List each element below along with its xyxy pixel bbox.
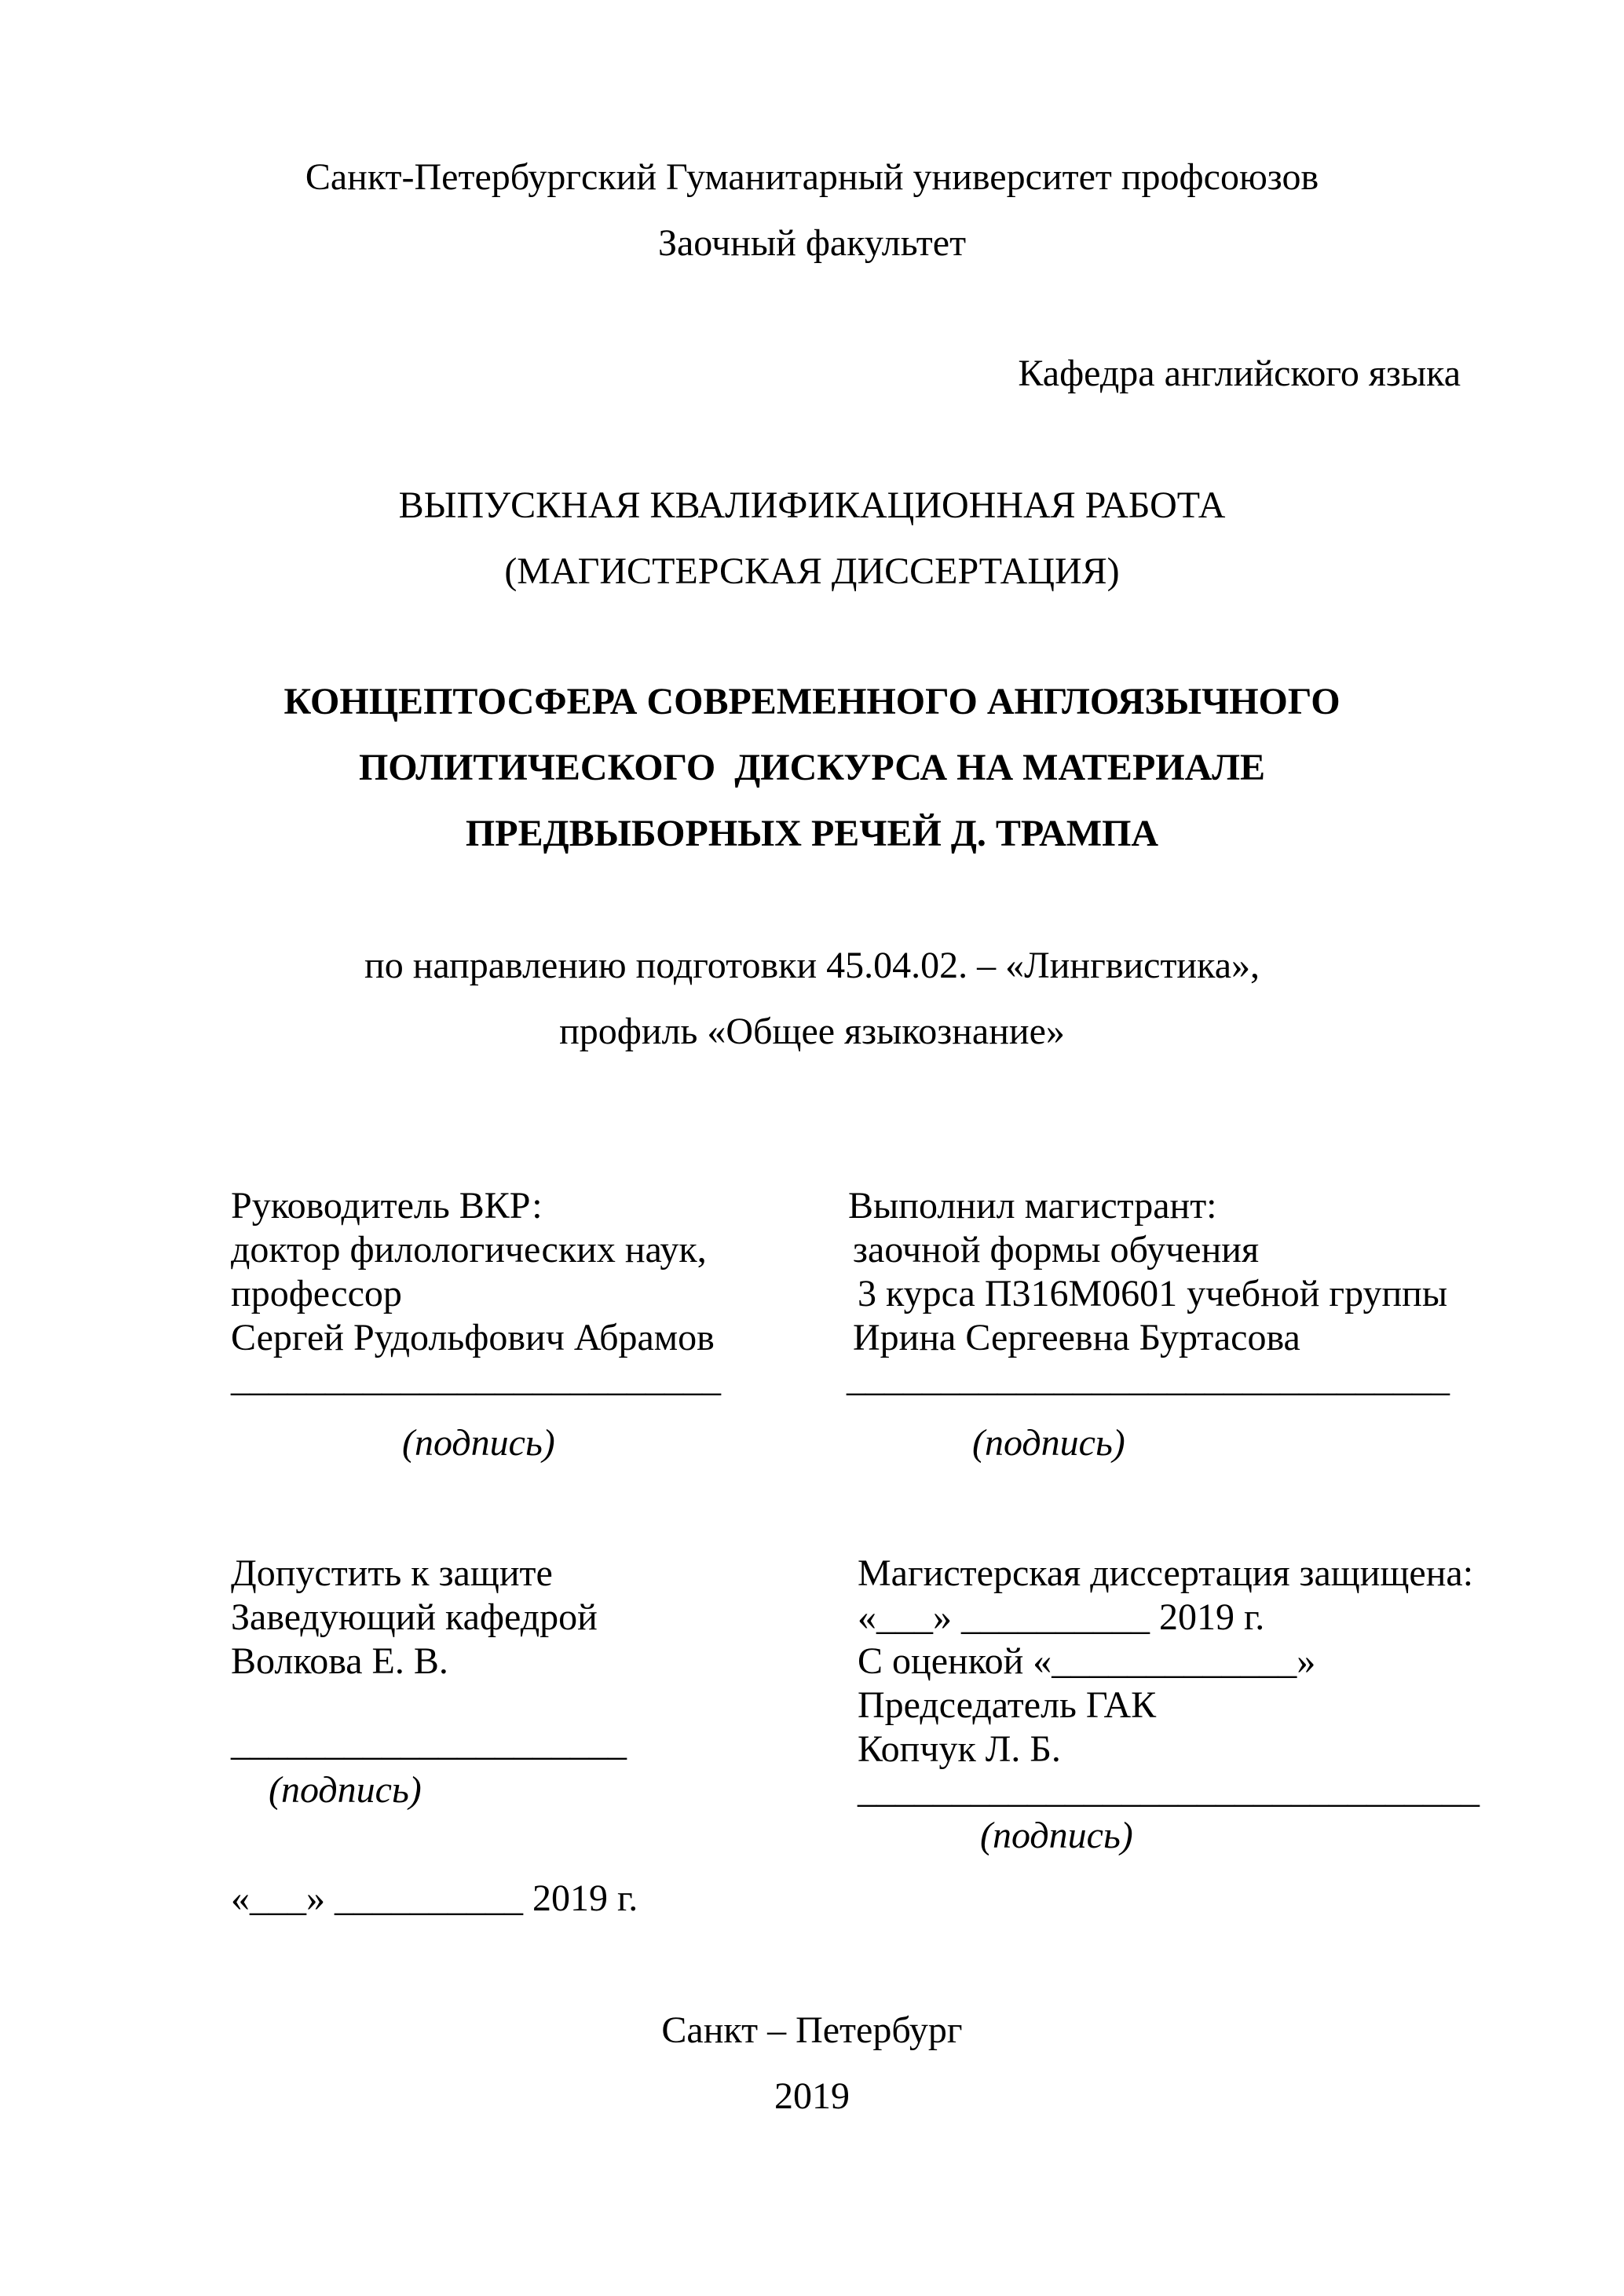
student-group: 3 курса П316М0601 учебной группы bbox=[858, 1273, 1448, 1314]
defense-grade: С оценкой «_____________» bbox=[858, 1640, 1316, 1682]
supervisor-signature-line: __________________________ bbox=[231, 1358, 721, 1399]
head-signature-caption: (подпись) bbox=[269, 1769, 422, 1811]
gak-chair-name: Копчук Л. Б. bbox=[858, 1728, 1061, 1770]
direction-line1: по направлению подготовки 45.04.02. – «Лингвистика», bbox=[364, 945, 1260, 986]
chair-signature-caption: (подпись) bbox=[980, 1815, 1133, 1856]
defense-label: Магистерская диссертация защищена: bbox=[858, 1552, 1474, 1594]
supervisor-signature-caption: (подпись) bbox=[402, 1422, 555, 1464]
student-signature-line: ________________________________ bbox=[847, 1358, 1450, 1399]
supervisor-degree: доктор филологических наук, bbox=[231, 1229, 707, 1270]
head-of-department-position: Заведующий кафедрой bbox=[231, 1596, 598, 1638]
year: 2019 bbox=[774, 2075, 850, 2117]
supervisor-name: Сергей Рудольфович Абрамов bbox=[231, 1317, 715, 1358]
student-label: Выполнил магистрант: bbox=[848, 1185, 1217, 1227]
admission-label: Допустить к защите bbox=[231, 1552, 553, 1594]
supervisor-label: Руководитель ВКР: bbox=[231, 1185, 543, 1227]
student-name: Ирина Сергеевна Буртасова bbox=[853, 1317, 1300, 1358]
thesis-title-line1: КОНЦЕПТОСФЕРА СОВРЕМЕННОГО АНГЛОЯЗЫЧНОГО bbox=[283, 681, 1341, 722]
work-type-line1: ВЫПУСКНАЯ КВАЛИФИКАЦИОННАЯ РАБОТА bbox=[398, 484, 1226, 526]
department-name: Кафедра английского языка bbox=[1018, 353, 1461, 394]
defense-date: «___» __________ 2019 г. bbox=[858, 1596, 1265, 1638]
direction-line2: профиль «Общее языкознание» bbox=[559, 1011, 1065, 1052]
work-type-line2: (МАГИСТЕРСКАЯ ДИССЕРТАЦИЯ) bbox=[504, 550, 1120, 592]
head-of-department-name: Волкова Е. В. bbox=[231, 1640, 448, 1682]
student-signature-caption: (подпись) bbox=[972, 1422, 1125, 1464]
university-name: Санкт-Петербургский Гуманитарный университет профсоюзов bbox=[305, 156, 1319, 198]
thesis-title-line2: ПОЛИТИЧЕСКОГО ДИСКУРСА НА МАТЕРИАЛЕ bbox=[358, 747, 1266, 788]
thesis-title-line3: ПРЕДВЫБОРНЫХ РЕЧЕЙ Д. ТРАМПА bbox=[465, 813, 1159, 854]
head-signature-line: _____________________ bbox=[231, 1722, 627, 1764]
chair-signature-line: _________________________________ bbox=[858, 1769, 1480, 1811]
student-study-form: заочной формы обучения bbox=[853, 1229, 1260, 1270]
faculty-name: Заочный факультет bbox=[657, 222, 967, 264]
city: Санкт – Петербург bbox=[661, 2009, 963, 2051]
supervisor-title: профессор bbox=[231, 1273, 402, 1314]
gak-chair-position: Председатель ГАК bbox=[858, 1684, 1157, 1726]
admission-date: «___» __________ 2019 г. bbox=[231, 1877, 638, 1919]
